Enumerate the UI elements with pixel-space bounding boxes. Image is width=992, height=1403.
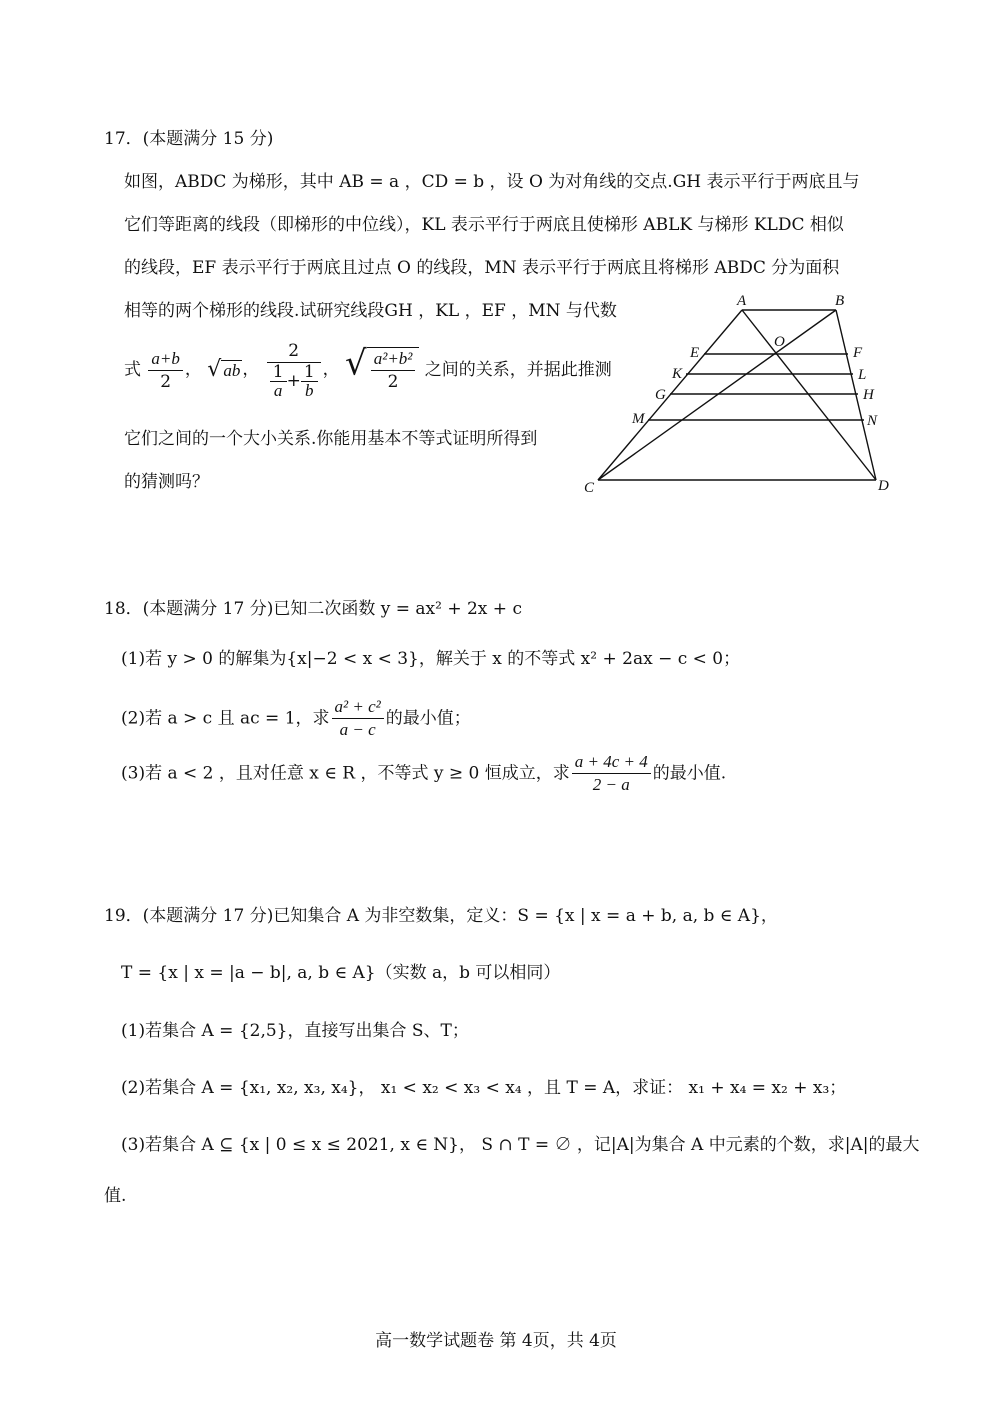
trapezoid-diagram: [580, 290, 900, 500]
q18-part2-post: 的最小值；: [385, 708, 471, 729]
label-n: N: [867, 413, 878, 429]
frac-arithmetic-mean: $\frac{a+b}{2}$: [148, 348, 182, 393]
label-e: E: [690, 345, 700, 361]
q17-line7: 的猜测吗？: [124, 472, 209, 492]
q19-part3: (3)若集合 A ⊆ {x | 0 ≤ x ≤ 2021, x ∈ N}， S ∩ T = ∅ ，记|A|为集合 A 中元素的个数，求|A|的最大: [121, 1135, 920, 1155]
label-h: H: [863, 387, 874, 403]
q19-part2: (2)若集合 A = {x₁, x₂, x₃, x₄}， x₁ < x₂ < x₃ < x₄ ，且 T = A，求证： x₁ + x₄ = x₂ + x₃；: [121, 1078, 847, 1098]
label-c: C: [584, 480, 595, 496]
label-m: M: [632, 411, 645, 427]
q18-part2-pre: (2)若 a > c 且 ac = 1，求: [121, 708, 330, 729]
sqrt-quadratic-mean: √ $\frac{\text{a²+b²}}{2}$: [345, 347, 419, 393]
q17-line1: 如图，ABDC 为梯形，其中 AB = a ，CD = b ，设 O 为对角线的交点.GH 表示平行于两底且与: [124, 172, 860, 192]
q18-header: 18．(本题满分 17 分)已知二次函数 y = ax² + 2x + c: [104, 599, 522, 619]
q17-line4: 相等的两个梯形的线段.试研究线段GH ，KL ，EF ，MN 与代数: [124, 301, 617, 321]
q17-line2: 它们等距离的线段（即梯形的中位线），KL 表示平行于两底且使梯形 ABLK 与梯形 KLDC 相似: [124, 215, 844, 235]
segment-ac: [598, 310, 742, 480]
q19-header: 19．(本题满分 17 分)已知集合 A 为非空数集，定义：S = {x | x = a + b, a, b ∈ A}，: [104, 906, 778, 926]
q19-part1: (1)若集合 A = {2,5}，直接写出集合 S、T；: [121, 1021, 469, 1041]
q18-part2-denominator: a − c: [339, 720, 376, 739]
q18-part3-fraction: [572, 751, 651, 796]
label-f: F: [853, 345, 863, 361]
q18-part3-post: 的最小值.: [652, 763, 727, 784]
diagonal-bc: [598, 310, 836, 480]
sqrt-geometric-mean: √ ab: [207, 356, 241, 382]
q18-part1: (1)若 y > 0 的解集为{x|−2 < x < 3}，解关于 x 的不等式 x² + 2ax − c < 0；: [121, 649, 741, 669]
page-footer: 高一数学试题卷 第 4页，共 4页: [375, 1331, 617, 1351]
q17-line5-post: 之间的关系，并据此推测: [424, 360, 612, 380]
q17-line6: 它们之间的一个大小关系.你能用基本不等式证明所得到: [124, 429, 538, 449]
q17-line3: 的线段，EF 表示平行于两底且过点 O 的线段，MN 表示平行于两底且将梯形 ABDC 分为面积: [124, 258, 840, 278]
q19-part3-cont: 值.: [104, 1186, 127, 1206]
q18-part3: [121, 751, 726, 796]
q18-part3-denominator: 2 − a: [592, 775, 630, 794]
q17-line5: 式 $\frac{a+b}{2}$ ， √ ab ， 2 $\frac{1}{a}$ + $\frac{1}{b}$ ， √ $\frac{\text{a²+b²}}{2}$ 之间的关系，并据此推测: [124, 341, 612, 400]
label-d: D: [878, 478, 889, 494]
label-b: B: [835, 293, 845, 309]
q18-part3-pre: (3)若 a < 2 ，且对任意 x ∈ R ，不等式 y ≥ 0 恒成立，求: [121, 763, 570, 784]
frac-harmonic-mean: 2 $\frac{1}{a}$ + $\frac{1}{b}$: [267, 340, 321, 400]
label-k: K: [672, 366, 683, 382]
q17-header: 17．(本题满分 15 分): [104, 129, 274, 149]
label-o: O: [774, 334, 785, 350]
q18-part3-numerator: a + 4c + 4: [572, 751, 651, 774]
q18-part2-fraction: [332, 696, 384, 741]
q19-line2: T = {x | x = |a − b|, a, b ∈ A}（实数 a，b 可以相同）: [121, 963, 561, 983]
label-a: A: [737, 293, 747, 309]
q18-part2: [121, 696, 471, 741]
q17-line5-pre: 式: [124, 360, 141, 380]
q18-part2-numerator: a² + c²: [332, 696, 384, 719]
label-g: G: [655, 387, 666, 403]
label-l: L: [858, 367, 867, 383]
